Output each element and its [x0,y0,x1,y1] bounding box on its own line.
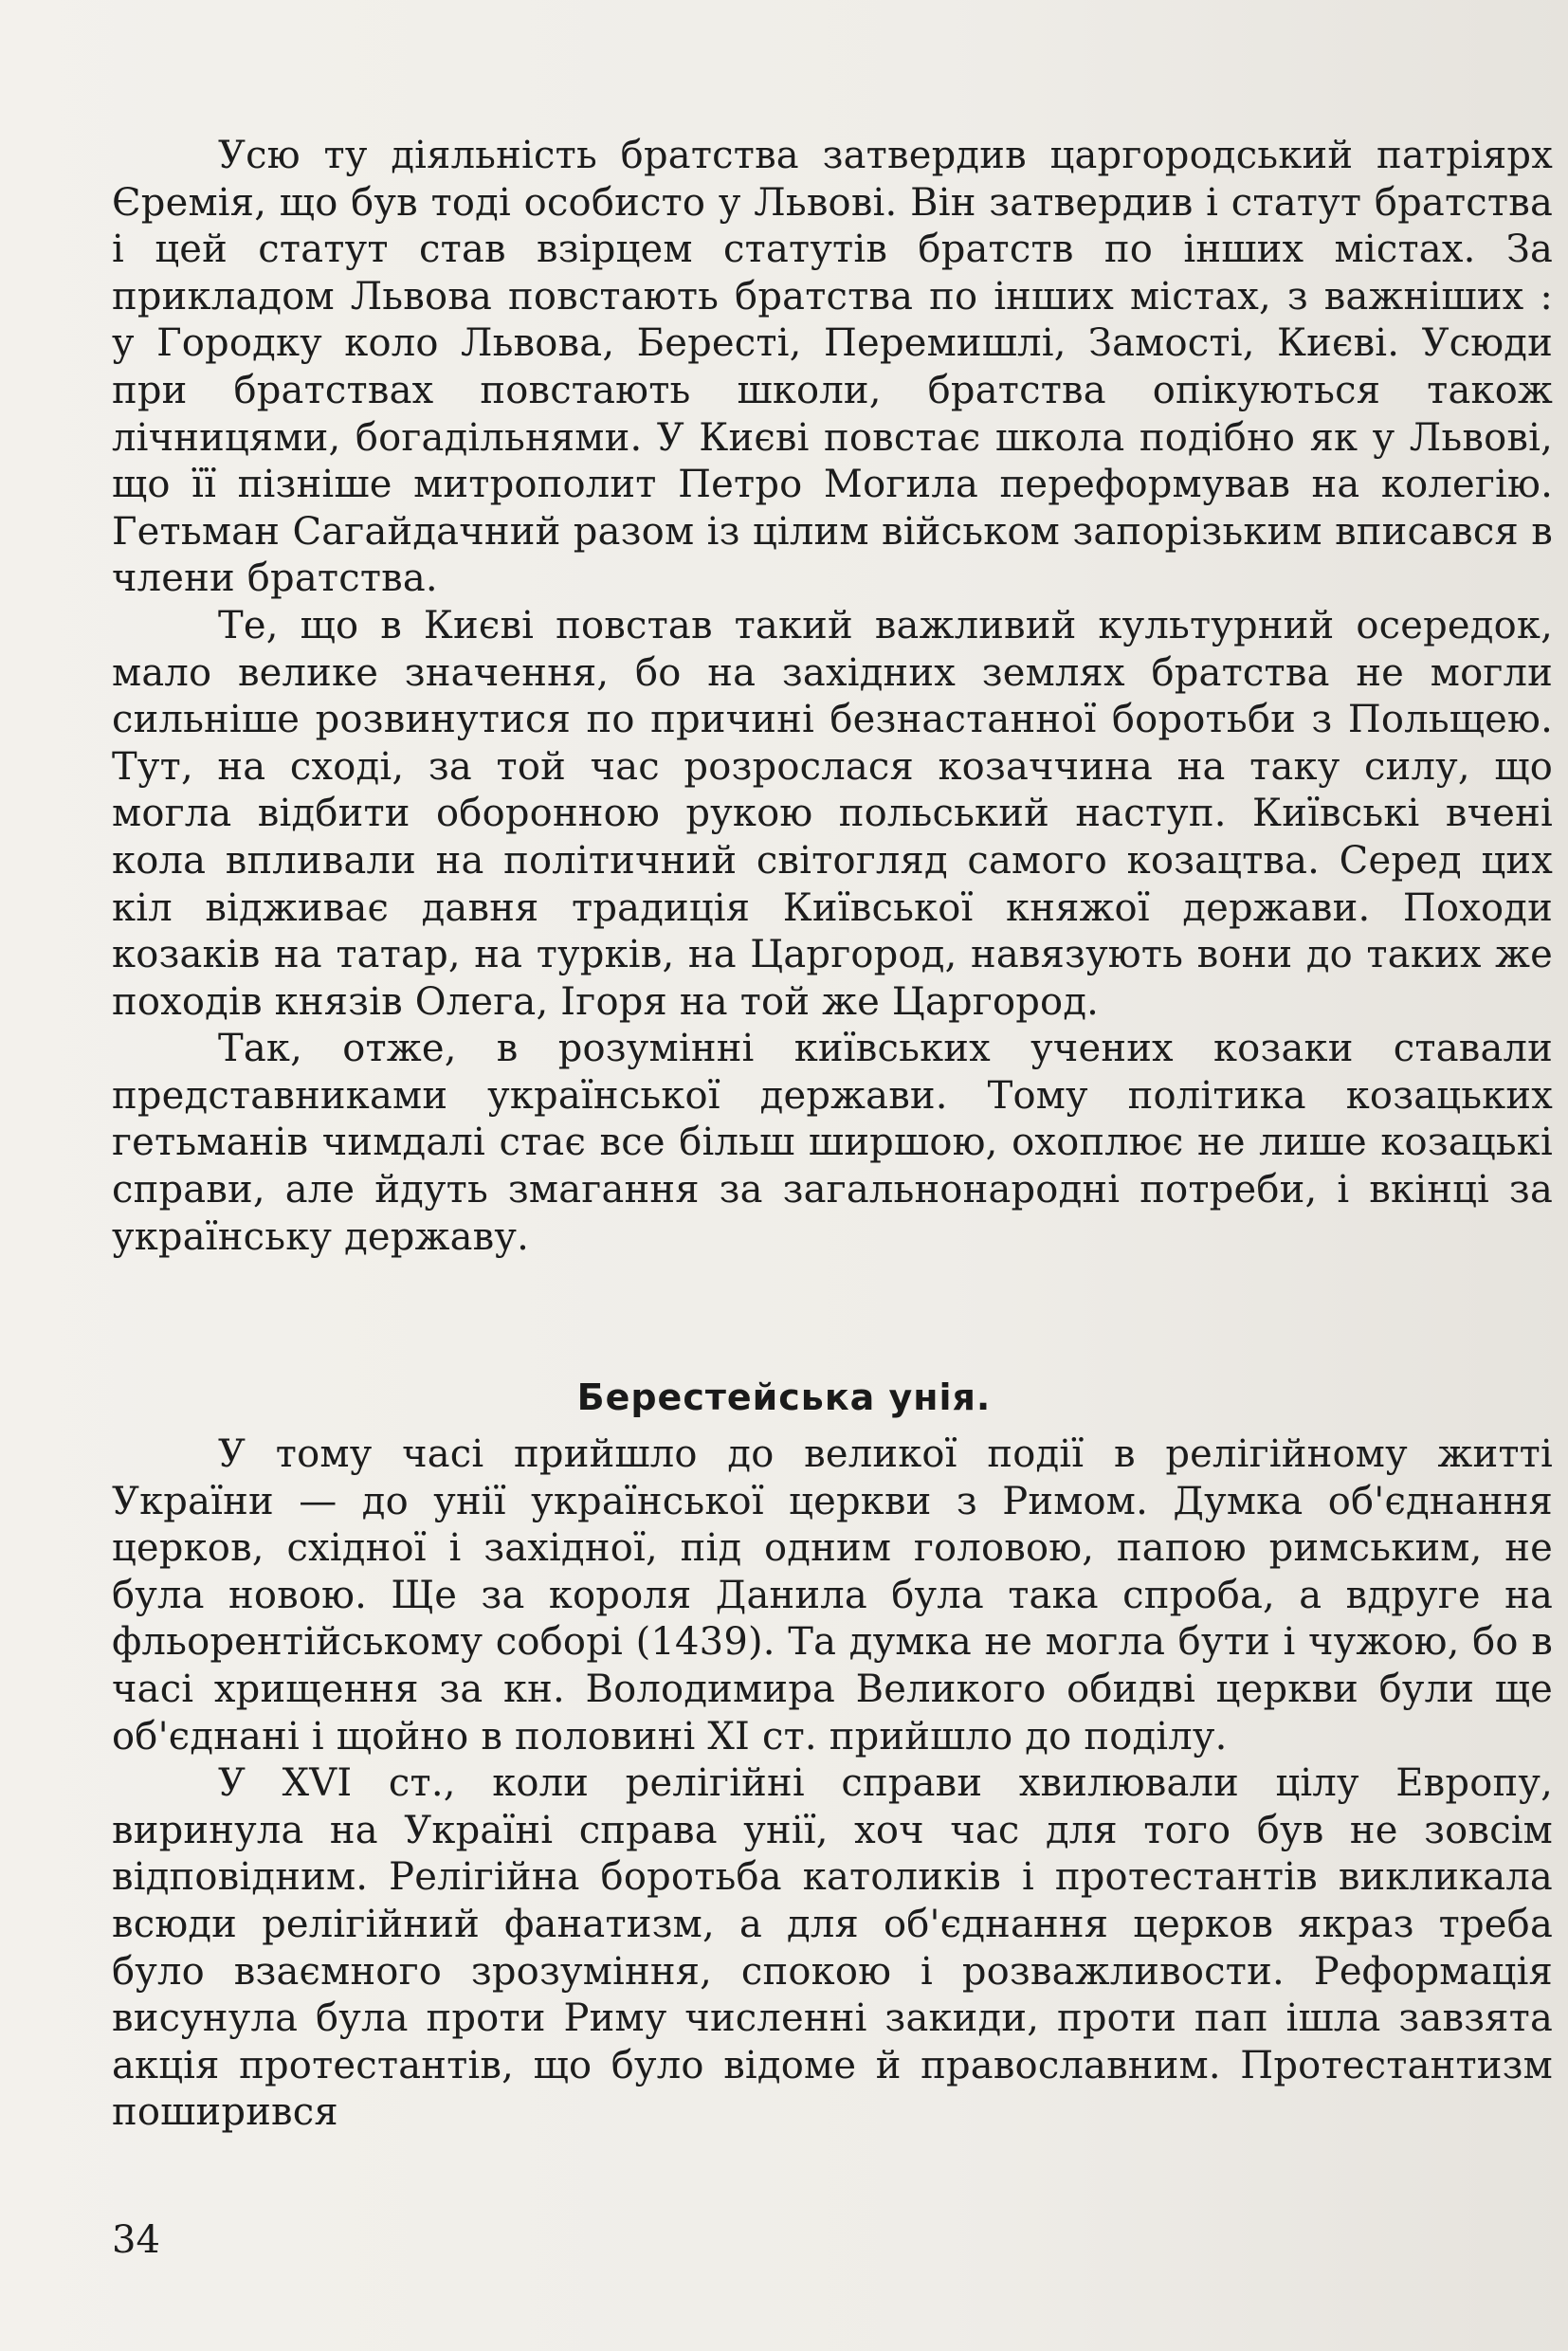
page-number: 34 [112,2218,160,2262]
paragraph-kyiv-center: Те, що в Києві повстав такий важливий культурний осередок, мало велике значення, бо на західних землях братства не могли сильніше розвинутися по причині безнастанної боротьби з Польщею. Тут, на сході, за той час розрослася козаччина на таку силу, що могла відбити оборонною рукою польський наступ. Київські вчені кола впливали на політичний світогляд самого козацтва. Серед цих кіл відживає давня традиція Київської княжої держави. Походи козаків на татар, на турків, на Царгород, навязують вони до таких же походів князів Олега, Ігоря на той же Царгород. [112,603,1553,1024]
paragraph-16th-century: У XVI ст., коли релігійні справи хвилювали цілу Европу, виринула на Україні справа унії, хоч час для того був не зовсім відповідним. Релігійна боротьба католиків і протестантів викликала всюди релігійний фанатизм, а для об'єднання церков якраз треба було взаємного зрозуміння, спокою і розважливости. Реформація висунула була проти Риму численні закиди, проти пап ішла завзята акція протестантів, що було відоме й православним. Протестантизм поширився [112,1761,1553,2135]
section-heading: Берестейська унія. [576,1376,992,1418]
paragraph-brotherhood: Усю ту діяльність братства затвердив царгородський патріярх Єремія, що був тоді особисто у Львові. Він затвердив і статут братства і цей статут став взірцем статутів братств по інших містах. За прикладом Львова повстають братства по інших містах, з важніших : у Городку коло Львова, Бересті, Перемишлі, Замості, Києві. Усюди при братствах повстають школи, братства опікуються також лічницями, богадільнями. У Києві повстає школа подібно як у Львові, що її пізніше митрополит Петро Могила переформував на колегію. Гетьман Сагайдачний разом із цілим військом запорізьким вписався в члени братства. [112,134,1553,601]
main-text-top [112,133,1553,1261]
paragraph-cossack-state: Так, отже, в розумінні київських учених козаки ставали представниками української держави. Тому політика козацьких гетьманів чимдалі стає все більш ширшою, охоплює не лише козацькі справи, але йдуть змагання за загальнонародні потреби, і вкінці за українську державу. [112,1027,1553,1259]
main-text-bottom [112,1431,1553,2137]
paragraph-union-idea: У тому часі прийшло до великої події в релігійному житті України — до унії української церкви з Римом. Думка об'єднання церков, східної і західної, під одним головою, папою римським, не була новою. Ще за короля Данила була така спроба, а вдруге на фльорентійському соборі (1439). Та думка не могла бути і чужою, бо в часі хрищення за кн. Володимира Великого обидві церкви були ще об'єднані і щойно в половині XI ст. прийшло до поділу. [112,1432,1553,1759]
